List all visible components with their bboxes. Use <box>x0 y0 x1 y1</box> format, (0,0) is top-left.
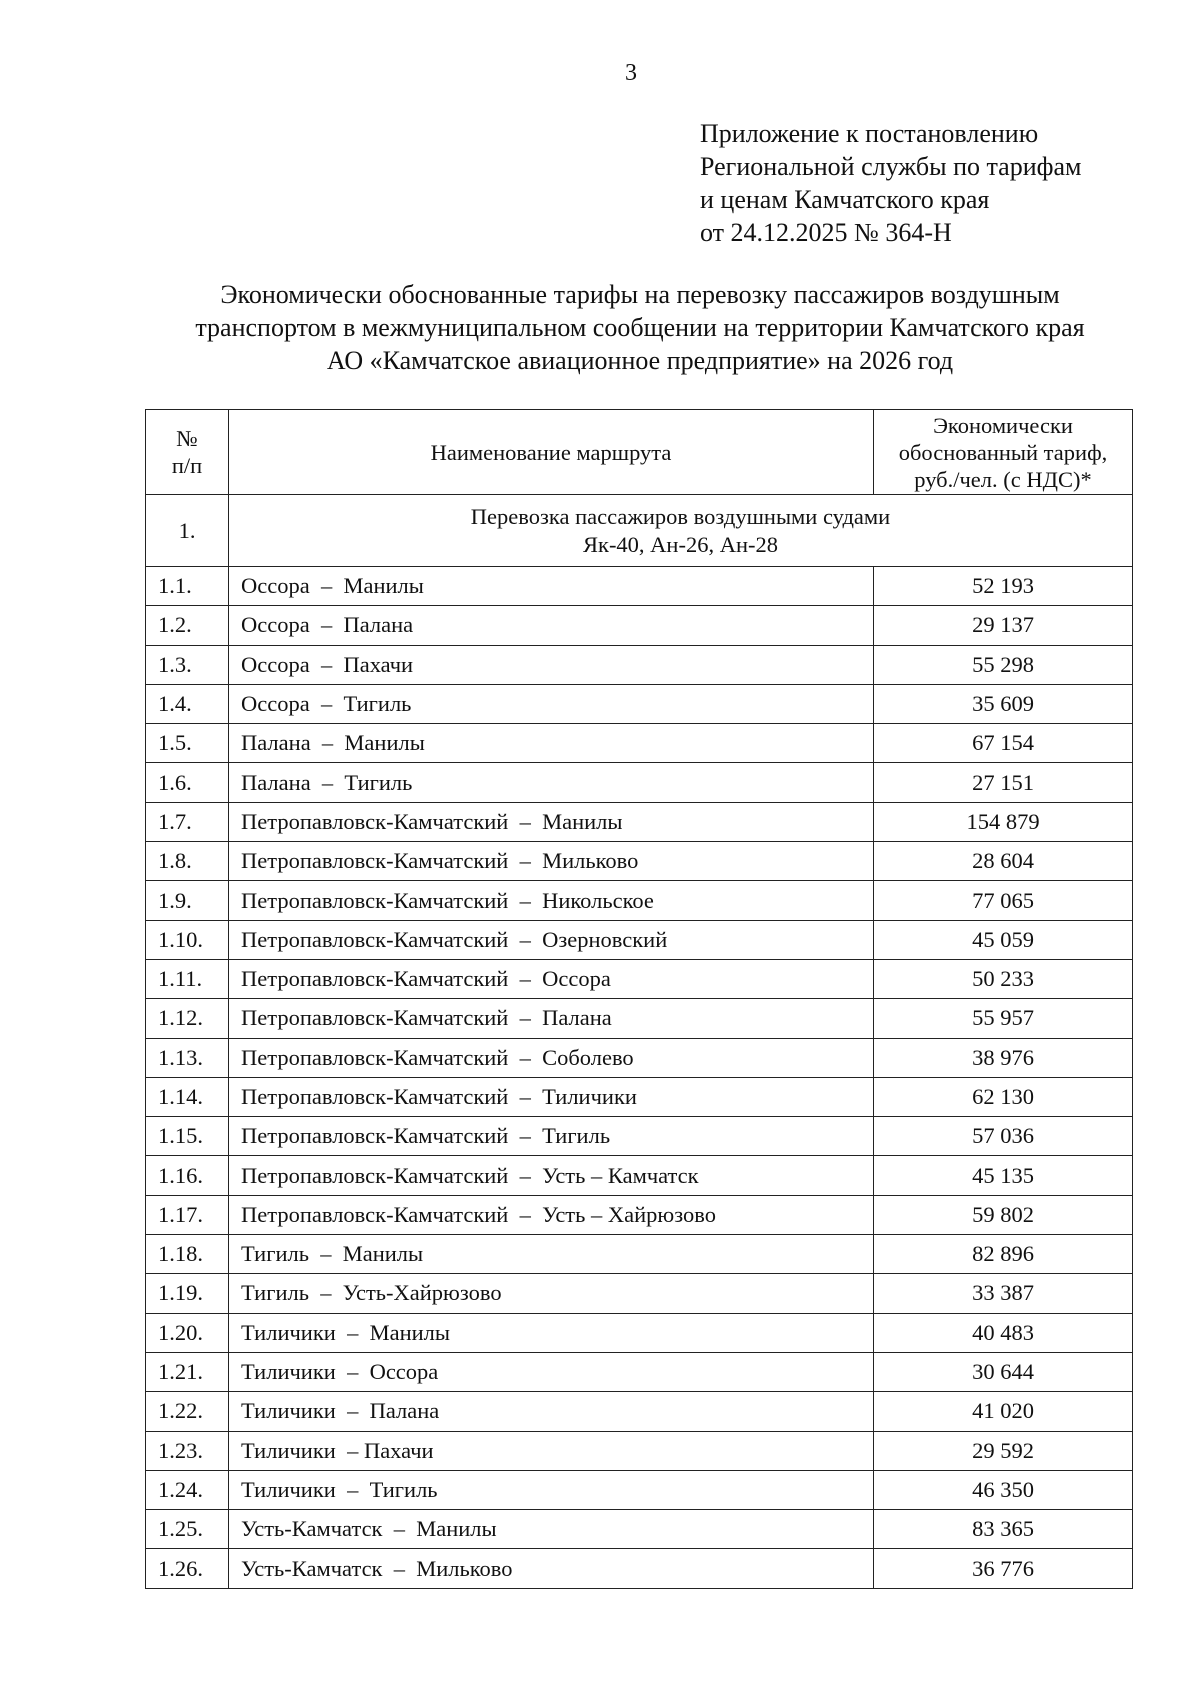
row-number: 1.16. <box>146 1156 229 1195</box>
row-tariff: 46 350 <box>874 1470 1133 1509</box>
table-row <box>146 1392 1133 1431</box>
table-row <box>146 645 1133 684</box>
table-row <box>146 606 1133 645</box>
row-tariff: 55 957 <box>874 999 1133 1038</box>
table-row <box>146 1470 1133 1509</box>
row-number: 1.15. <box>146 1117 229 1156</box>
table-row <box>146 881 1133 920</box>
header-route: Наименование маршрута <box>229 410 874 495</box>
row-tariff: 29 137 <box>874 606 1133 645</box>
header-number <box>146 410 229 495</box>
table-row <box>146 567 1133 606</box>
row-tariff: 40 483 <box>874 1313 1133 1352</box>
table-row <box>146 1313 1133 1352</box>
row-number: 1.24. <box>146 1470 229 1509</box>
row-route: Усть-Камчатск – Мильково <box>229 1549 874 1588</box>
row-route: Оссора – Тигиль <box>229 684 874 723</box>
row-number: 1.18. <box>146 1235 229 1274</box>
table-row <box>146 763 1133 802</box>
row-route: Палана – Тигиль <box>229 763 874 802</box>
row-tariff: 52 193 <box>874 567 1133 606</box>
row-route: Тиличики – Палана <box>229 1392 874 1431</box>
row-tariff: 59 802 <box>874 1195 1133 1234</box>
appendix-line: Региональной службы по тарифам <box>700 152 1082 181</box>
table-row <box>146 1038 1133 1077</box>
appendix-line: и ценам Камчатского края <box>700 185 990 214</box>
row-number: 1.22. <box>146 1392 229 1431</box>
row-route: Петропавловск-Камчатский – Манилы <box>229 802 874 841</box>
appendix-line: от 24.12.2025 № 364-Н <box>700 218 952 247</box>
row-route: Тиличики – Оссора <box>229 1352 874 1391</box>
table-row <box>146 1195 1133 1234</box>
row-number: 1.3. <box>146 645 229 684</box>
table-row <box>146 684 1133 723</box>
row-route: Оссора – Палана <box>229 606 874 645</box>
header-tariff-line: обоснованный тариф, <box>898 439 1108 465</box>
appendix-reference <box>700 117 1081 249</box>
row-number: 1.12. <box>146 999 229 1038</box>
section-row <box>146 495 1133 567</box>
row-route: Палана – Манилы <box>229 724 874 763</box>
row-tariff: 67 154 <box>874 724 1133 763</box>
row-tariff: 38 976 <box>874 1038 1133 1077</box>
row-tariff: 36 776 <box>874 1549 1133 1588</box>
document-title <box>140 278 1140 377</box>
section-title <box>229 495 1133 567</box>
row-number: 1.20. <box>146 1313 229 1352</box>
row-route: Петропавловск-Камчатский – Оссора <box>229 959 874 998</box>
row-tariff: 55 298 <box>874 645 1133 684</box>
row-number: 1.11. <box>146 959 229 998</box>
row-number: 1.17. <box>146 1195 229 1234</box>
header-tariff <box>874 410 1133 495</box>
header-number-line: п/п <box>171 453 203 478</box>
table-row <box>146 920 1133 959</box>
row-route: Усть-Камчатск – Манилы <box>229 1510 874 1549</box>
section-title-line: Перевозка пассажиров воздушными судами <box>470 503 891 529</box>
table-row <box>146 1431 1133 1470</box>
row-tariff: 82 896 <box>874 1235 1133 1274</box>
row-tariff: 154 879 <box>874 802 1133 841</box>
row-route: Петропавловск-Камчатский – Палана <box>229 999 874 1038</box>
tariff-table <box>145 409 1133 1589</box>
row-tariff: 50 233 <box>874 959 1133 998</box>
page-number: 3 <box>625 60 637 86</box>
row-number: 1.26. <box>146 1549 229 1588</box>
row-number: 1.21. <box>146 1352 229 1391</box>
row-number: 1.6. <box>146 763 229 802</box>
row-number: 1.8. <box>146 842 229 881</box>
row-number: 1.10. <box>146 920 229 959</box>
table-row <box>146 1352 1133 1391</box>
row-number: 1.25. <box>146 1510 229 1549</box>
row-route: Петропавловск-Камчатский – Усть – Хайрюзово <box>229 1195 874 1234</box>
row-number: 1.14. <box>146 1077 229 1116</box>
row-route: Тиличики – Манилы <box>229 1313 874 1352</box>
row-number: 1.7. <box>146 802 229 841</box>
row-number: 1.5. <box>146 724 229 763</box>
row-route: Оссора – Пахачи <box>229 645 874 684</box>
row-tariff: 28 604 <box>874 842 1133 881</box>
row-route: Тигиль – Усть-Хайрюзово <box>229 1274 874 1313</box>
table-row <box>146 802 1133 841</box>
section-title-line: Як-40, Ан-26, Ан-28 <box>583 531 778 557</box>
row-tariff: 45 059 <box>874 920 1133 959</box>
section-number: 1. <box>146 495 229 567</box>
header-tariff-line: Экономически <box>933 412 1073 438</box>
table-row <box>146 724 1133 763</box>
row-route: Тигиль – Манилы <box>229 1235 874 1274</box>
row-route: Тиличики – Пахачи <box>229 1431 874 1470</box>
table-row <box>146 959 1133 998</box>
row-tariff: 83 365 <box>874 1510 1133 1549</box>
row-route: Петропавловск-Камчатский – Никольское <box>229 881 874 920</box>
header-number-line: № <box>176 426 198 451</box>
appendix-line: Приложение к постановлению <box>700 119 1039 148</box>
table-row <box>146 1274 1133 1313</box>
row-route: Петропавловск-Камчатский – Тиличики <box>229 1077 874 1116</box>
row-number: 1.9. <box>146 881 229 920</box>
row-route: Петропавловск-Камчатский – Озерновский <box>229 920 874 959</box>
row-route: Тиличики – Тигиль <box>229 1470 874 1509</box>
table-row <box>146 1077 1133 1116</box>
row-route: Петропавловск-Камчатский – Тигиль <box>229 1117 874 1156</box>
title-line: АО «Камчатское авиационное предприятие» на 2026 год <box>326 346 954 375</box>
row-number: 1.19. <box>146 1274 229 1313</box>
row-tariff: 27 151 <box>874 763 1133 802</box>
row-tariff: 62 130 <box>874 1077 1133 1116</box>
row-tariff: 30 644 <box>874 1352 1133 1391</box>
row-number: 1.2. <box>146 606 229 645</box>
table-row <box>146 1235 1133 1274</box>
row-route: Петропавловск-Камчатский – Мильково <box>229 842 874 881</box>
row-tariff: 35 609 <box>874 684 1133 723</box>
row-tariff: 77 065 <box>874 881 1133 920</box>
row-tariff: 57 036 <box>874 1117 1133 1156</box>
row-route: Оссора – Манилы <box>229 567 874 606</box>
table-row <box>146 842 1133 881</box>
row-number: 1.1. <box>146 567 229 606</box>
table-row <box>146 1117 1133 1156</box>
table-row <box>146 999 1133 1038</box>
table-row <box>146 1156 1133 1195</box>
row-route: Петропавловск-Камчатский – Соболево <box>229 1038 874 1077</box>
row-tariff: 45 135 <box>874 1156 1133 1195</box>
row-tariff: 33 387 <box>874 1274 1133 1313</box>
title-line: транспортом в межмуниципальном сообщении на территории Камчатского края <box>195 313 1085 342</box>
table-row <box>146 1510 1133 1549</box>
row-tariff: 41 020 <box>874 1392 1133 1431</box>
table-header-row <box>146 410 1133 495</box>
header-tariff-line: руб./чел. (с НДС)* <box>914 466 1092 492</box>
table-row <box>146 1549 1133 1588</box>
row-number: 1.4. <box>146 684 229 723</box>
title-line: Экономически обоснованные тарифы на перевозку пассажиров воздушным <box>220 280 1060 309</box>
row-tariff: 29 592 <box>874 1431 1133 1470</box>
row-route: Петропавловск-Камчатский – Усть – Камчатск <box>229 1156 874 1195</box>
row-number: 1.13. <box>146 1038 229 1077</box>
row-number: 1.23. <box>146 1431 229 1470</box>
